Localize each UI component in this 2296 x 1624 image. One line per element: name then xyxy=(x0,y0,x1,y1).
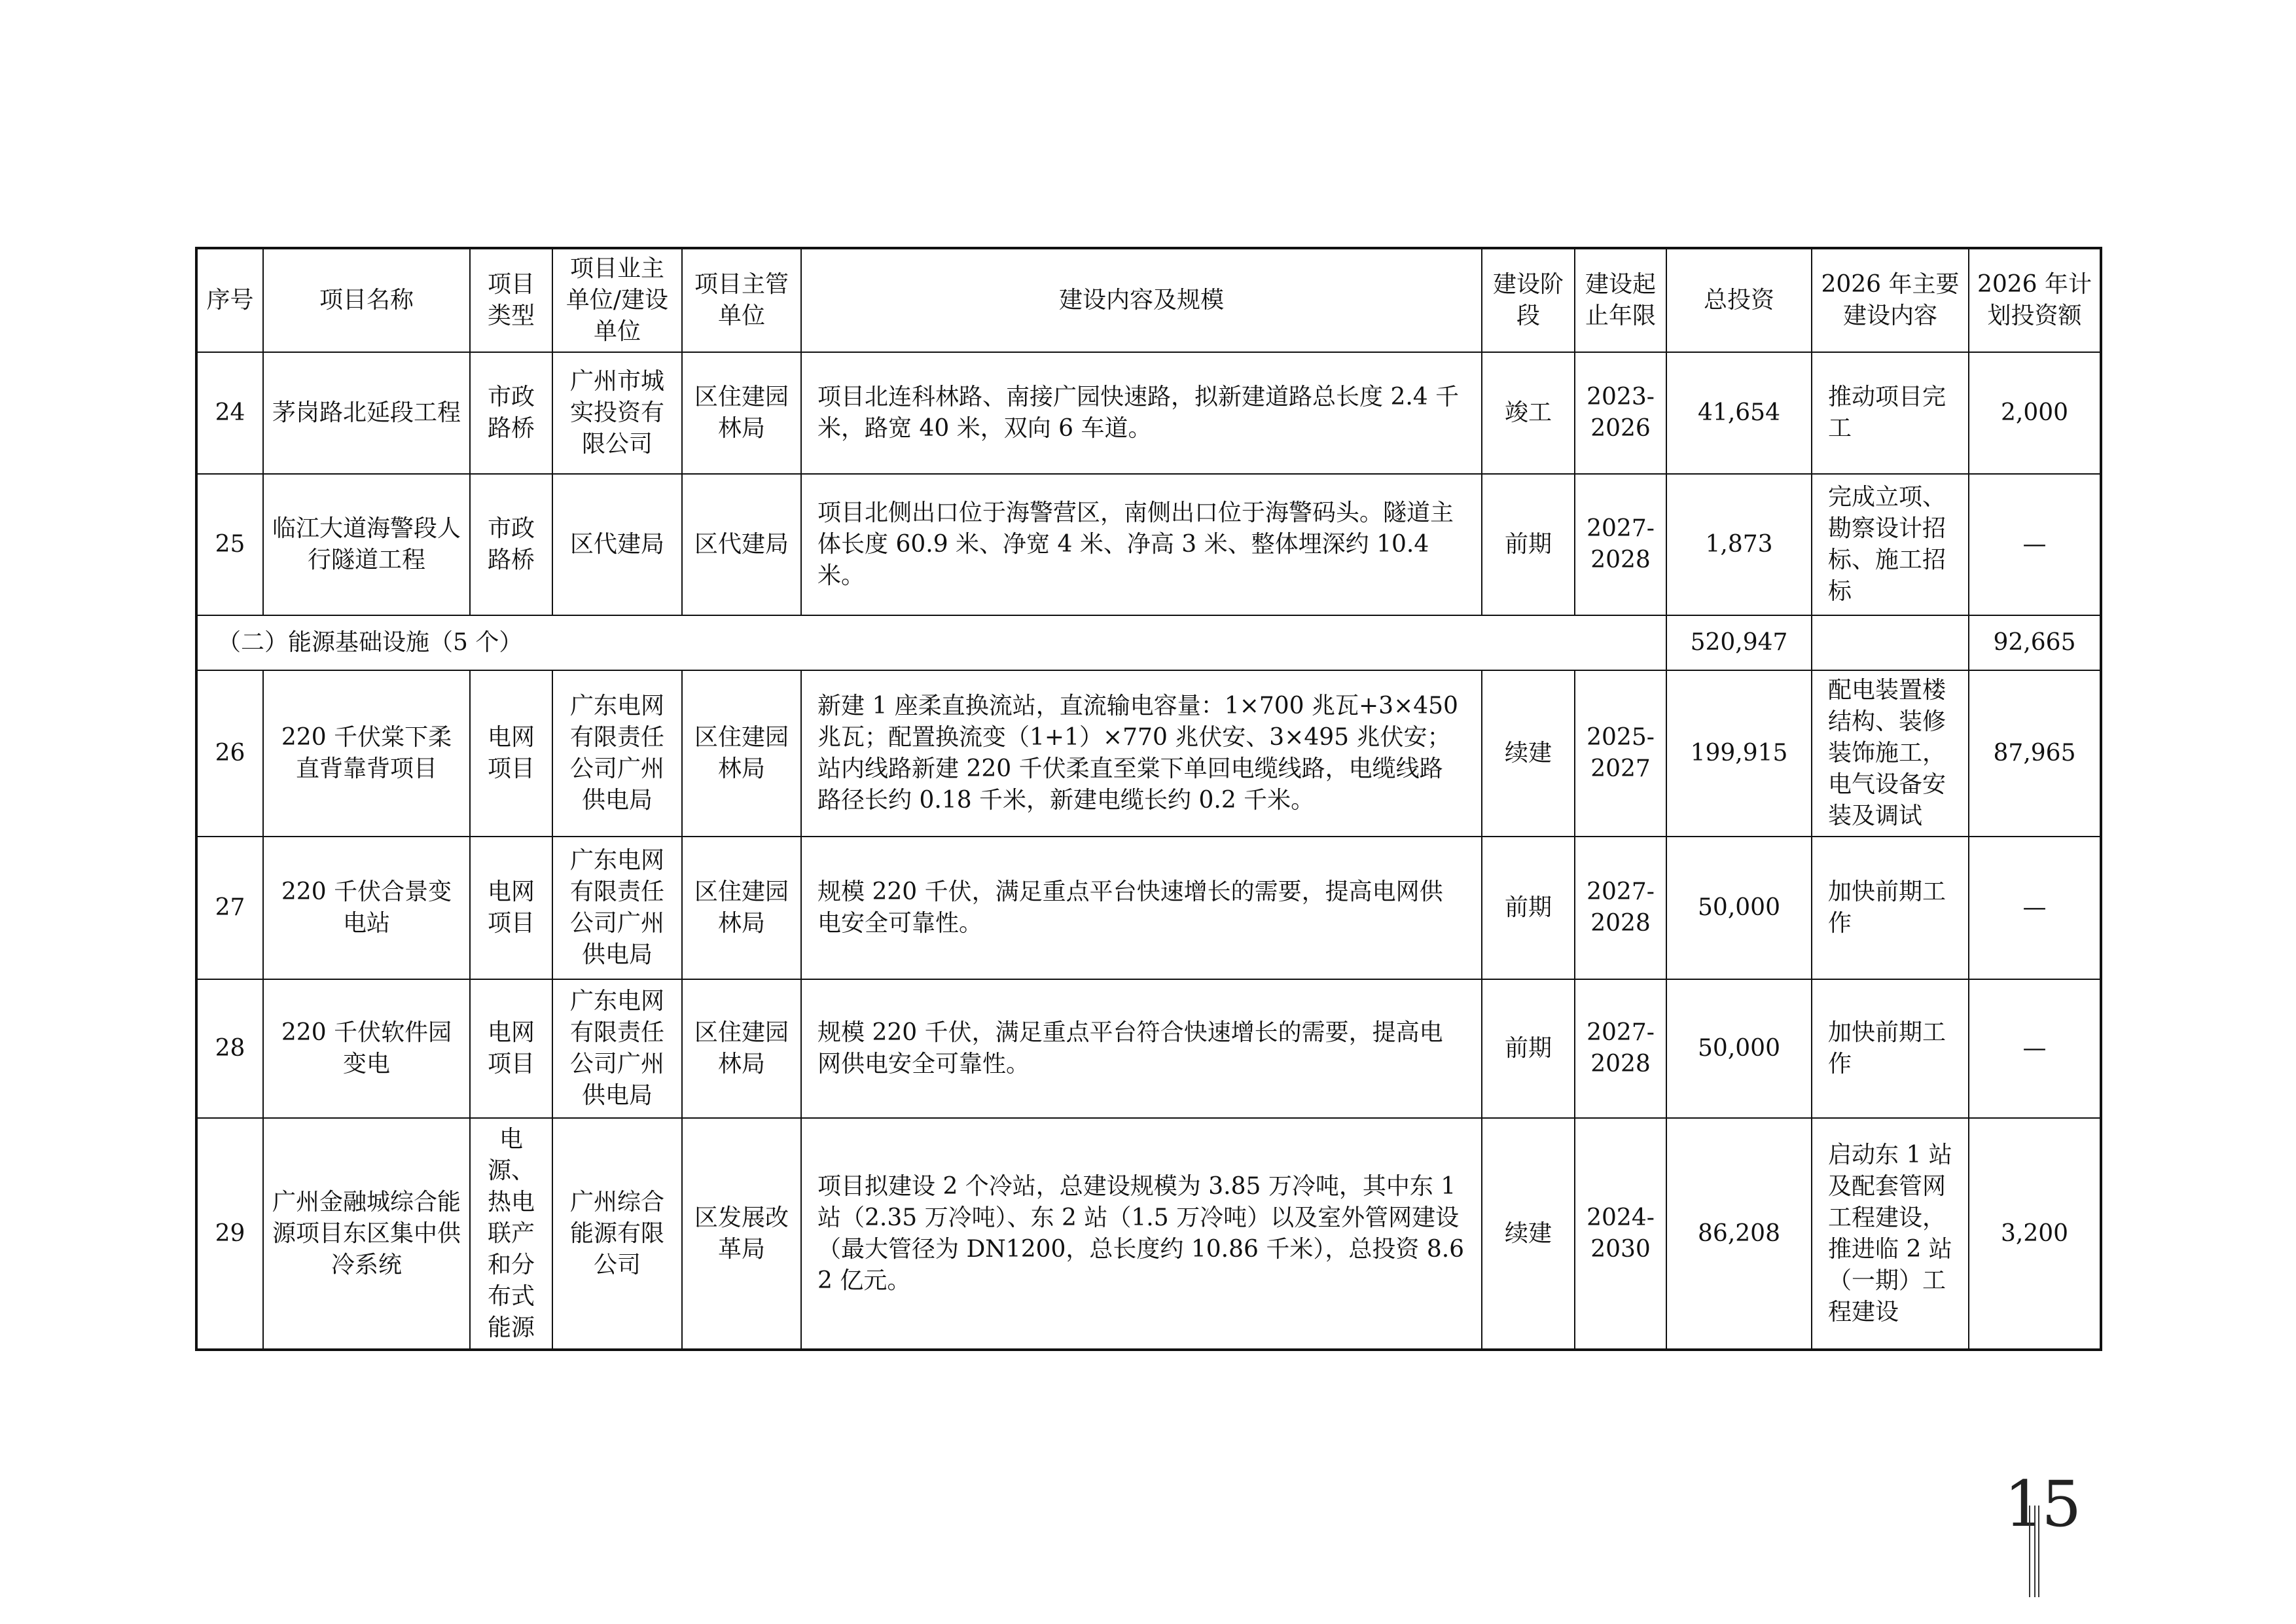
cell-plan2026: 87,965 xyxy=(1969,670,2101,837)
header-name: 项目名称 xyxy=(263,248,470,352)
cell-name: 临江大道海警段人行隧道工程 xyxy=(263,474,470,615)
cell-no: 26 xyxy=(196,670,263,837)
cell-years: 2027-2028 xyxy=(1575,474,1666,615)
cell-stage: 续建 xyxy=(1482,1118,1575,1350)
cell-main2026: 启动东 1 站及配套管网工程建设，推进临 2 站（一期）工程建设 xyxy=(1812,1118,1969,1350)
cell-content: 新建 1 座柔直换流站，直流输电容量：1×700 兆瓦+3×450 兆瓦；配置换流变（1+1）×770 兆伏安、3×495 兆伏安；站内线路新建 220 千伏柔直至棠下单回电缆线路，电缆线路路径长约 0.18 千米，新建电缆长约 0.2 千米。 xyxy=(801,670,1482,837)
cell-main2026: 加快前期工作 xyxy=(1812,979,1969,1118)
cell-dept: 区住建园林局 xyxy=(682,670,801,837)
cell-years: 2027-2028 xyxy=(1575,837,1666,979)
cell-stage: 前期 xyxy=(1482,837,1575,979)
cell-stage: 前期 xyxy=(1482,979,1575,1118)
cell-name: 220 千伏棠下柔直背靠背项目 xyxy=(263,670,470,837)
section-label: （二）能源基础设施（5 个） xyxy=(196,615,1666,670)
section-total: 520,947 xyxy=(1666,615,1812,670)
header-years: 建设起止年限 xyxy=(1575,248,1666,352)
cell-dept: 区发展改革局 xyxy=(682,1118,801,1350)
cell-name: 广州金融城综合能源项目东区集中供冷系统 xyxy=(263,1118,470,1350)
cell-main2026: 推动项目完工 xyxy=(1812,352,1969,474)
table-row xyxy=(196,837,2101,979)
cell-main2026: 完成立项、勘察设计招标、施工招标 xyxy=(1812,474,1969,615)
cell-content: 项目拟建设 2 个冷站，总建设规模为 3.85 万冷吨，其中东 1 站（2.35 万冷吨）、东 2 站（1.5 万冷吨）以及室外管网建设（最大管径为 DN1200，总长度约 10.86 千米），总投资 8.62 亿元。 xyxy=(801,1118,1482,1350)
table-row xyxy=(196,1118,2101,1350)
table-row xyxy=(196,474,2101,615)
page-number-rule xyxy=(2029,1506,2030,1597)
cell-owner: 广东电网有限责任公司广州供电局 xyxy=(552,979,682,1118)
cell-name: 220 千伏合景变电站 xyxy=(263,837,470,979)
cell-dept: 区代建局 xyxy=(682,474,801,615)
cell-main2026: 加快前期工作 xyxy=(1812,837,1969,979)
cell-years: 2025-2027 xyxy=(1575,670,1666,837)
cell-total: 50,000 xyxy=(1666,837,1812,979)
table-row xyxy=(196,979,2101,1118)
cell-name: 220 千伏软件园变电 xyxy=(263,979,470,1118)
cell-years: 2023-2026 xyxy=(1575,352,1666,474)
cell-content: 项目北侧出口位于海警营区，南侧出口位于海警码头。隧道主体长度 60.9 米、净宽 4 米、净高 3 米、整体埋深约 10.4 米。 xyxy=(801,474,1482,615)
header-content: 建设内容及规模 xyxy=(801,248,1482,352)
cell-main2026: 配电装置楼结构、装修装饰施工，电气设备安装及调试 xyxy=(1812,670,1969,837)
cell-plan2026: — xyxy=(1969,837,2101,979)
cell-type: 市政路桥 xyxy=(470,352,552,474)
section-plan2026: 92,665 xyxy=(1969,615,2101,670)
cell-owner: 广东电网有限责任公司广州供电局 xyxy=(552,670,682,837)
cell-dept: 区住建园林局 xyxy=(682,352,801,474)
header-plan2026: 2026 年计划投资额 xyxy=(1969,248,2101,352)
cell-dept: 区住建园林局 xyxy=(682,979,801,1118)
cell-plan2026: — xyxy=(1969,474,2101,615)
header-type: 项目类型 xyxy=(470,248,552,352)
header-no: 序号 xyxy=(196,248,263,352)
cell-dept: 区住建园林局 xyxy=(682,837,801,979)
cell-content: 规模 220 千伏，满足重点平台符合快速增长的需要，提高电网供电安全可靠性。 xyxy=(801,979,1482,1118)
cell-total: 199,915 xyxy=(1666,670,1812,837)
header-total: 总投资 xyxy=(1666,248,1812,352)
cell-total: 50,000 xyxy=(1666,979,1812,1118)
table-row xyxy=(196,670,2101,837)
cell-years: 2027-2028 xyxy=(1575,979,1666,1118)
cell-content: 项目北连科林路、南接广园快速路，拟新建道路总长度 2.4 千米，路宽 40 米，双向 6 车道。 xyxy=(801,352,1482,474)
cell-stage: 续建 xyxy=(1482,670,1575,837)
cell-owner: 广东电网有限责任公司广州供电局 xyxy=(552,837,682,979)
cell-years: 2024-2030 xyxy=(1575,1118,1666,1350)
project-table xyxy=(195,247,2102,1351)
cell-plan2026: 2,000 xyxy=(1969,352,2101,474)
page-number-rule xyxy=(2034,1506,2036,1597)
cell-content: 规模 220 千伏，满足重点平台快速增长的需要，提高电网供电安全可靠性。 xyxy=(801,837,1482,979)
cell-owner: 区代建局 xyxy=(552,474,682,615)
cell-no: 28 xyxy=(196,979,263,1118)
cell-owner: 广州市城实投资有限公司 xyxy=(552,352,682,474)
cell-total: 1,873 xyxy=(1666,474,1812,615)
cell-no: 25 xyxy=(196,474,263,615)
section-row xyxy=(196,615,2101,670)
cell-no: 24 xyxy=(196,352,263,474)
page-number-rule xyxy=(2038,1506,2039,1597)
cell-stage: 竣工 xyxy=(1482,352,1575,474)
cell-owner: 广州综合能源有限公司 xyxy=(552,1118,682,1350)
header-stage: 建设阶段 xyxy=(1482,248,1575,352)
header-row xyxy=(196,248,2101,352)
cell-type: 电网项目 xyxy=(470,670,552,837)
cell-total: 41,654 xyxy=(1666,352,1812,474)
table-row xyxy=(196,352,2101,474)
header-main2026: 2026 年主要建设内容 xyxy=(1812,248,1969,352)
cell-type: 市政路桥 xyxy=(470,474,552,615)
cell-total: 86,208 xyxy=(1666,1118,1812,1350)
header-dept: 项目主管单位 xyxy=(682,248,801,352)
cell-plan2026: 3,200 xyxy=(1969,1118,2101,1350)
cell-name: 茅岗路北延段工程 xyxy=(263,352,470,474)
cell-type: 电网项目 xyxy=(470,979,552,1118)
cell-type: 电源、热电联产和分布式能源 xyxy=(470,1118,552,1350)
section-main2026 xyxy=(1812,615,1969,670)
cell-no: 27 xyxy=(196,837,263,979)
cell-plan2026: — xyxy=(1969,979,2101,1118)
cell-stage: 前期 xyxy=(1482,474,1575,615)
header-owner: 项目业主单位/建设单位 xyxy=(552,248,682,352)
cell-type: 电网项目 xyxy=(470,837,552,979)
cell-no: 29 xyxy=(196,1118,263,1350)
page-number: 15 xyxy=(2004,1468,2079,1541)
